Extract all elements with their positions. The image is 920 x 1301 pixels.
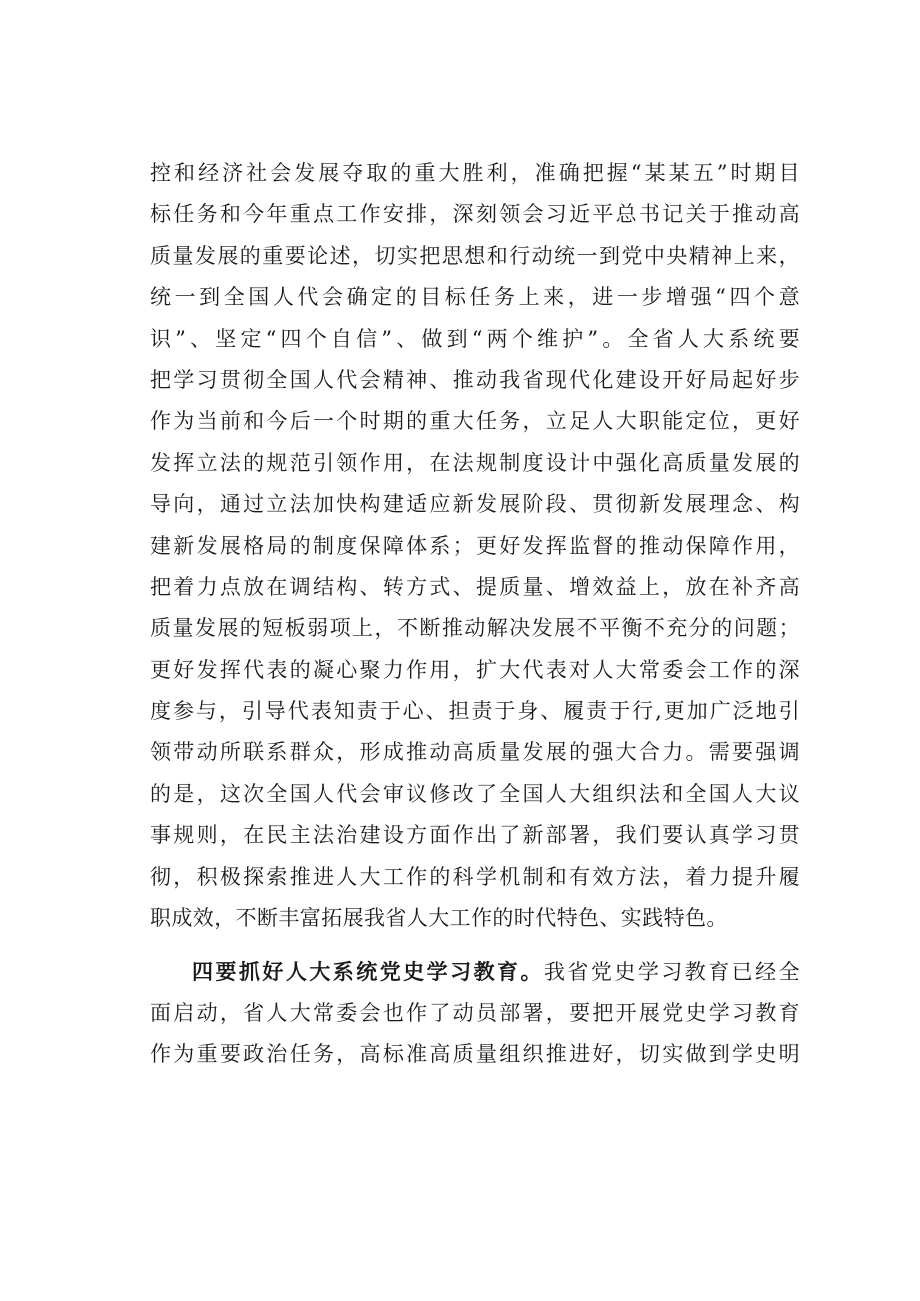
paragraph-1-line-18: 彻，积极探索推进人大工作的科学机制和有效方法，着力提升履 [150, 864, 800, 889]
paragraph-1-line-9: 导向，通过立法加快构建适应新发展阶段、贯彻新发展理念、构 [150, 492, 800, 517]
paragraph-2-line-2: 面启动，省人大常委会也作了动员部署，要把开展党史学习教育 [150, 1000, 800, 1025]
paragraph-1-line-12: 质量发展的短板弱项上，不断推动解决发展不平衡不充分的问题； [150, 616, 800, 641]
paragraph-2-line-1-rest: 我省党史学习教育已经全 [543, 960, 801, 985]
paragraph-2-line-1 [150, 951, 800, 992]
paragraph-1-line-13: 更好发挥代表的凝心聚力作用，扩大代表对人大常委会工作的深 [150, 657, 800, 682]
paragraph-spacer [150, 939, 800, 951]
paragraph-1-line-4: 统一到全国人代会确定的目标任务上来，进一步增强“四个意 [150, 285, 800, 310]
paragraph-1-line-15: 领带动所联系群众，形成推动高质量发展的强大合力。需要强调 [150, 740, 800, 765]
paragraph-1-line-17: 事规则，在民主法治建设方面作出了新部署，我们要认真学习贯 [150, 823, 800, 848]
paragraph-1-line-2: 标任务和今年重点工作安排，深刻领会习近平总书记关于推动高 [150, 202, 800, 227]
paragraph-1-line-14: 度参与，引导代表知责于心、担责于身、履责于行,更加广泛地引 [150, 699, 800, 724]
paragraph-1-line-10: 建新发展格局的制度保障体系；更好发挥监督的推动保障作用， [150, 533, 800, 558]
paragraph-1-line-19: 职成效，不断丰富拓展我省人大工作的时代特色、实践特色。 [150, 906, 728, 931]
section-heading: 四要抓好人大系统党史学习教育。 [192, 959, 544, 985]
paragraph-2-line-3: 作为重要政治任务，高标准高质量组织推进好，切实做到学史明 [150, 1042, 800, 1067]
paragraph-1-line-7: 作为当前和今后一个时期的重大任务，立足人大职能定位，更好 [150, 409, 800, 434]
paragraph-1-line-1: 控和经济社会发展夺取的重大胜利，准确把握“某某五”时期目 [150, 161, 800, 185]
body-text [150, 153, 800, 1076]
paragraph-1-line-8: 发挥立法的规范引领作用，在法规制度设计中强化高质量发展的 [150, 450, 800, 475]
paragraph-1-line-3: 质量发展的重要论述，切实把思想和行动统一到党中央精神上来， [150, 243, 800, 268]
paragraph-1-line-16: 的是，这次全国人代会审议修改了全国人大组织法和全国人大议 [150, 781, 800, 806]
paragraph-1-line-11: 把着力点放在调结构、转方式、提质量、增效益上，放在补齐高 [150, 574, 800, 599]
paragraph-1-line-6: 把学习贯彻全国人代会精神、推动我省现代化建设开好局起好步 [150, 367, 800, 392]
paragraph-1-line-5: 识”、坚定“四个自信”、做到“两个维护”。全省人大系统要 [150, 326, 800, 351]
